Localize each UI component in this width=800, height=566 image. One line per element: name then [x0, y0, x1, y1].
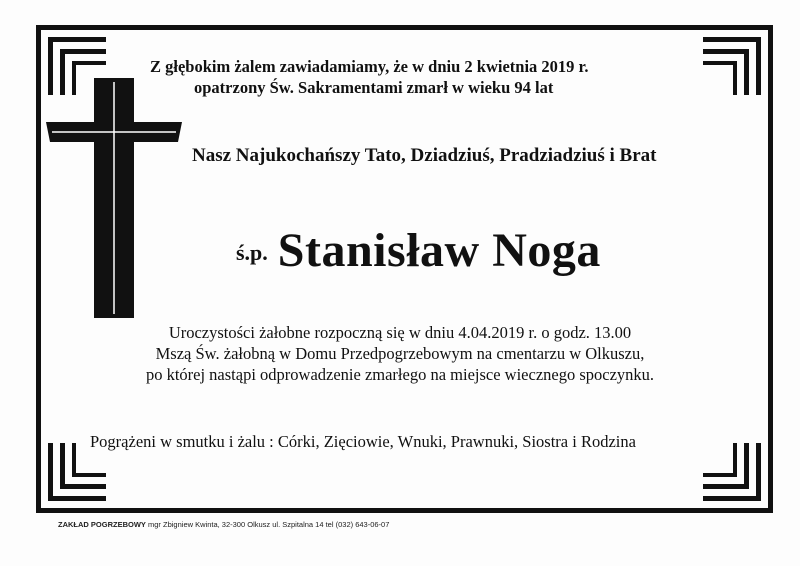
corner-ornament-bottom-right-icon: [703, 443, 763, 503]
latin-cross-icon: [46, 78, 182, 318]
funeral-home-footer: [58, 520, 389, 529]
ceremony-line-3: po której nastąpi odprowadzenie zmarłego na miejsce wiecznego spoczynku.: [145, 365, 655, 384]
family-relation-line: Nasz Najukochańszy Tato, Dziadziuś, Pradziadziuś i Brat: [192, 145, 657, 166]
deceased-name: Stanisław Noga: [277, 224, 601, 277]
ceremony-line-2: Mszą Św. żałobną w Domu Przedpogrzebowym na cmentarzu w Olkuszu,: [155, 344, 645, 363]
announcement-line-1: Z głębokim żalem zawiadamiamy, że w dniu 2 kwietnia 2019 r.: [150, 57, 589, 76]
funeral-home-name: ZAKŁAD POGRZEBOWY: [58, 520, 146, 529]
corner-ornament-bottom-left-icon: [46, 443, 106, 503]
corner-ornament-top-right-icon: [703, 35, 763, 95]
name-prefix: ś.p.: [236, 240, 268, 265]
ceremony-line-1: Uroczystości żałobne rozpoczną się w dniu 4.04.2019 r. o godz. 13.00: [168, 323, 632, 342]
deceased-name-row: [236, 223, 601, 278]
announcement-line-2: opatrzony Św. Sakramentami zmarł w wieku 94 lat: [194, 78, 554, 97]
mourners-line: Pogrążeni w smutku i żalu : Córki, Zięciowie, Wnuki, Prawnuki, Siostra i Rodzina: [90, 432, 636, 451]
funeral-home-details: mgr Zbigniew Kwinta, 32-300 Olkusz ul. Szpitalna 14 tel (032) 643-06-07: [148, 520, 390, 529]
